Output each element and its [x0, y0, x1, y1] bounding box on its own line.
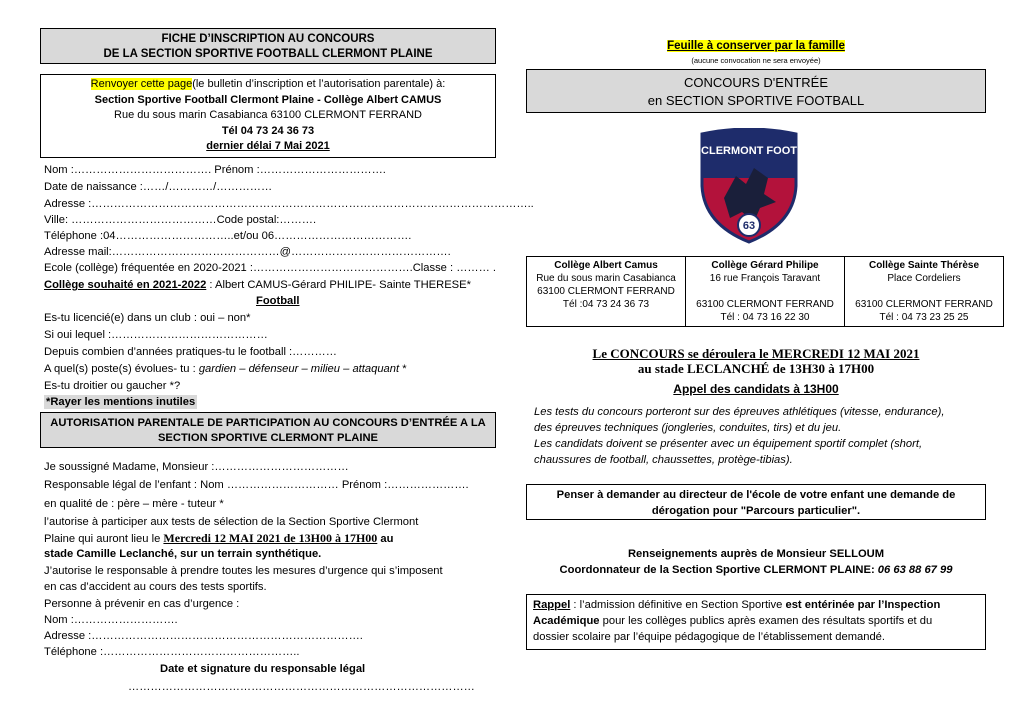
auth-accident: en cas d’accident au cours des tests sportifs.: [44, 581, 267, 593]
return-address2: Rue du sous marin Casabianca 63100 CLERMONT FERRAND: [114, 109, 422, 121]
return-phone: Tél 04 73 24 36 73: [221, 124, 315, 137]
college-albert-camus: Collège Albert Camus Rue du sous marin Casabianca 63100 CLERMONT FERRAND Tél :04 73 24 36 73: [527, 257, 686, 327]
logo-number: 63: [742, 220, 756, 232]
auth-capacity: en qualité de : père – mère - tuteur *: [44, 498, 224, 510]
emergency-phone: Téléphone :……………………………………………..: [44, 646, 300, 658]
keep-sheet-note: [526, 40, 986, 52]
college-wish: Collège souhaité en 2021-2022 : Albert CAMUS-Gérard PHILIPE- Sainte THERESE*: [44, 279, 471, 291]
authorization-header: AUTORISATION PARENTALE DE PARTICIPATION AU CONCOURS D’ENTRÉE A LA SECTION SPORTIVE CLERMONT PLAINE: [40, 412, 496, 448]
clermont-foot-crest-icon: [694, 128, 804, 246]
info-contact: Renseignements auprès de Monsieur SELLOUM Coordonnateur de la Section Sportive CLERMONT PLAINE: 06 63 88 67 99: [559, 548, 953, 576]
logo-text: CLERMONT FOOT: [701, 145, 797, 157]
emergency-contact: Personne à prévenir en cas d’urgence :: [44, 598, 240, 610]
contest-header: CONCOURS D'ENTRÉE en SECTION SPORTIVE FOOTBALL: [526, 69, 986, 113]
question-club: Si oui lequel :……………………………………: [44, 329, 268, 341]
no-summons-note: (aucune convocation ne sera envoyée): [691, 56, 821, 65]
signature-label: Date et signature du responsable légal: [160, 663, 366, 675]
form-line-birthdate: Date de naissance :……/…………/……………: [44, 181, 273, 193]
registration-title-line1: FICHE D’INSCRIPTION AU CONCOURS: [161, 33, 375, 45]
emergency-name: Nom :……………………….: [44, 614, 178, 626]
auth-urgency: J’autorise le responsable à prendre toutes les mesures d’urgence qui s’imposent: [44, 565, 443, 577]
form-line-phone: Téléphone :04…………………………..et/ou 06……………………………….: [44, 230, 412, 242]
auth-undersigned: Je soussigné Madame, Monsieur :………………………………: [44, 461, 349, 473]
auth-stadium: stade Camille Leclanché, sur un terrain synthétique.: [44, 548, 322, 560]
college-gerard-philipe: Collège Gérard Philipe 16 rue François Taravant 63100 CLERMONT FERRAND Tél : 04 73 16 22 30: [686, 257, 845, 327]
form-line-email: Adresse mail:………………………………………@…………………………………….: [44, 246, 451, 258]
question-years: Depuis combien d’années pratiques-tu le football :…………: [44, 346, 337, 358]
college-sainte-therese: Collège Sainte Thérèse Place Cordeliers 63100 CLERMONT FERRAND Tél : 04 73 23 25 25: [845, 257, 1004, 327]
derogation-box: Penser à demander au directeur de l'école de votre enfant une demande de dérogation pour "Parcours particulier".: [526, 484, 986, 520]
contest-date: Le CONCOURS se déroulera le MERCREDI 12 MAI 2021 au stade LECLANCHÉ de 13H30 à 17H00: [526, 346, 986, 376]
form-line-name: Nom :………………………………. Prénom :…………………………….: [44, 164, 386, 176]
form-line-school: Ecole (collège) fréquentée en 2020-2021 :…………………………………….Classe : ……… .: [44, 262, 497, 274]
return-address1: Section Sportive Football Clermont Plaine - Collège Albert CAMUS: [94, 93, 442, 106]
registration-title-line2: DE LA SECTION SPORTIVE FOOTBALL CLERMONT PLAINE: [103, 48, 433, 60]
auth-legal-guardian: Responsable légal de l’enfant : Nom ………………………… Prénom :………………….: [44, 479, 469, 491]
reminder-label: Rappel: [533, 599, 571, 611]
question-licence: Es-tu licencié(e) dans un club : oui – non*: [44, 312, 251, 324]
form-line-city: Ville: …………………………………Code postal:……….: [44, 214, 317, 226]
emergency-address: Adresse :……………………………………………………………….: [44, 630, 363, 642]
form-line-address: Adresse :………………………………………………………………………………………………………..: [44, 198, 534, 210]
auth-permission: l’autorise à participer aux tests de sélection de la Section Sportive Clermont: [44, 516, 419, 528]
clermont-foot-logo: [694, 128, 804, 246]
auth-date-line: Plaine qui auront lieu le Mercredi 12 MAI 2021 de 13H00 à 17H00 au: [44, 531, 394, 545]
keep-sheet-label: Feuille à conserver par la famille: [667, 40, 845, 52]
candidate-call: Appel des candidats à 13H00: [673, 382, 839, 396]
strike-note: *Rayer les mentions inutiles: [46, 396, 196, 408]
question-handed: Es-tu droitier ou gaucher *?: [44, 380, 181, 392]
coordinator-phone: 06 63 88 67 99: [877, 564, 953, 576]
return-instructions-box: [40, 74, 496, 158]
signature-line: …………………………………………………………………………………: [128, 681, 475, 693]
reminder-box: Rappel : l’admission définitive en Section Sportive est entérinée par l’Inspection Académique pour les collèges publics après examen des résultats sportifs et du dossier scolaire par l’équipe pédagogique de l’établissement demandé.: [526, 594, 986, 650]
tests-description: Les tests du concours porteront sur des épreuves athlétiques (vitesse, endurance), des épreuves techniques (jongleries, conduites, tirs) et du jeu. Les candidats doivent se présenter avec un équipement sportif complet (short, chaussures de football, chaussettes, protège-tibias).: [534, 406, 945, 466]
colleges-table: [526, 256, 1004, 327]
return-deadline: dernier délai 7 Mai 2021: [206, 140, 330, 152]
contest-location: au stade LECLANCHÉ de 13H30 à 17H00: [637, 361, 875, 376]
return-highlight: Renvoyer cette page: [90, 78, 193, 90]
return-line: Renvoyer cette page(le bulletin d’inscription et l’autorisation parentale) à:: [90, 78, 446, 90]
registration-header: [40, 28, 496, 64]
college-wish-football: Football: [256, 295, 300, 307]
question-position: A quel(s) poste(s) évolues- tu : gardien – défenseur – milieu – attaquant *: [44, 363, 407, 375]
